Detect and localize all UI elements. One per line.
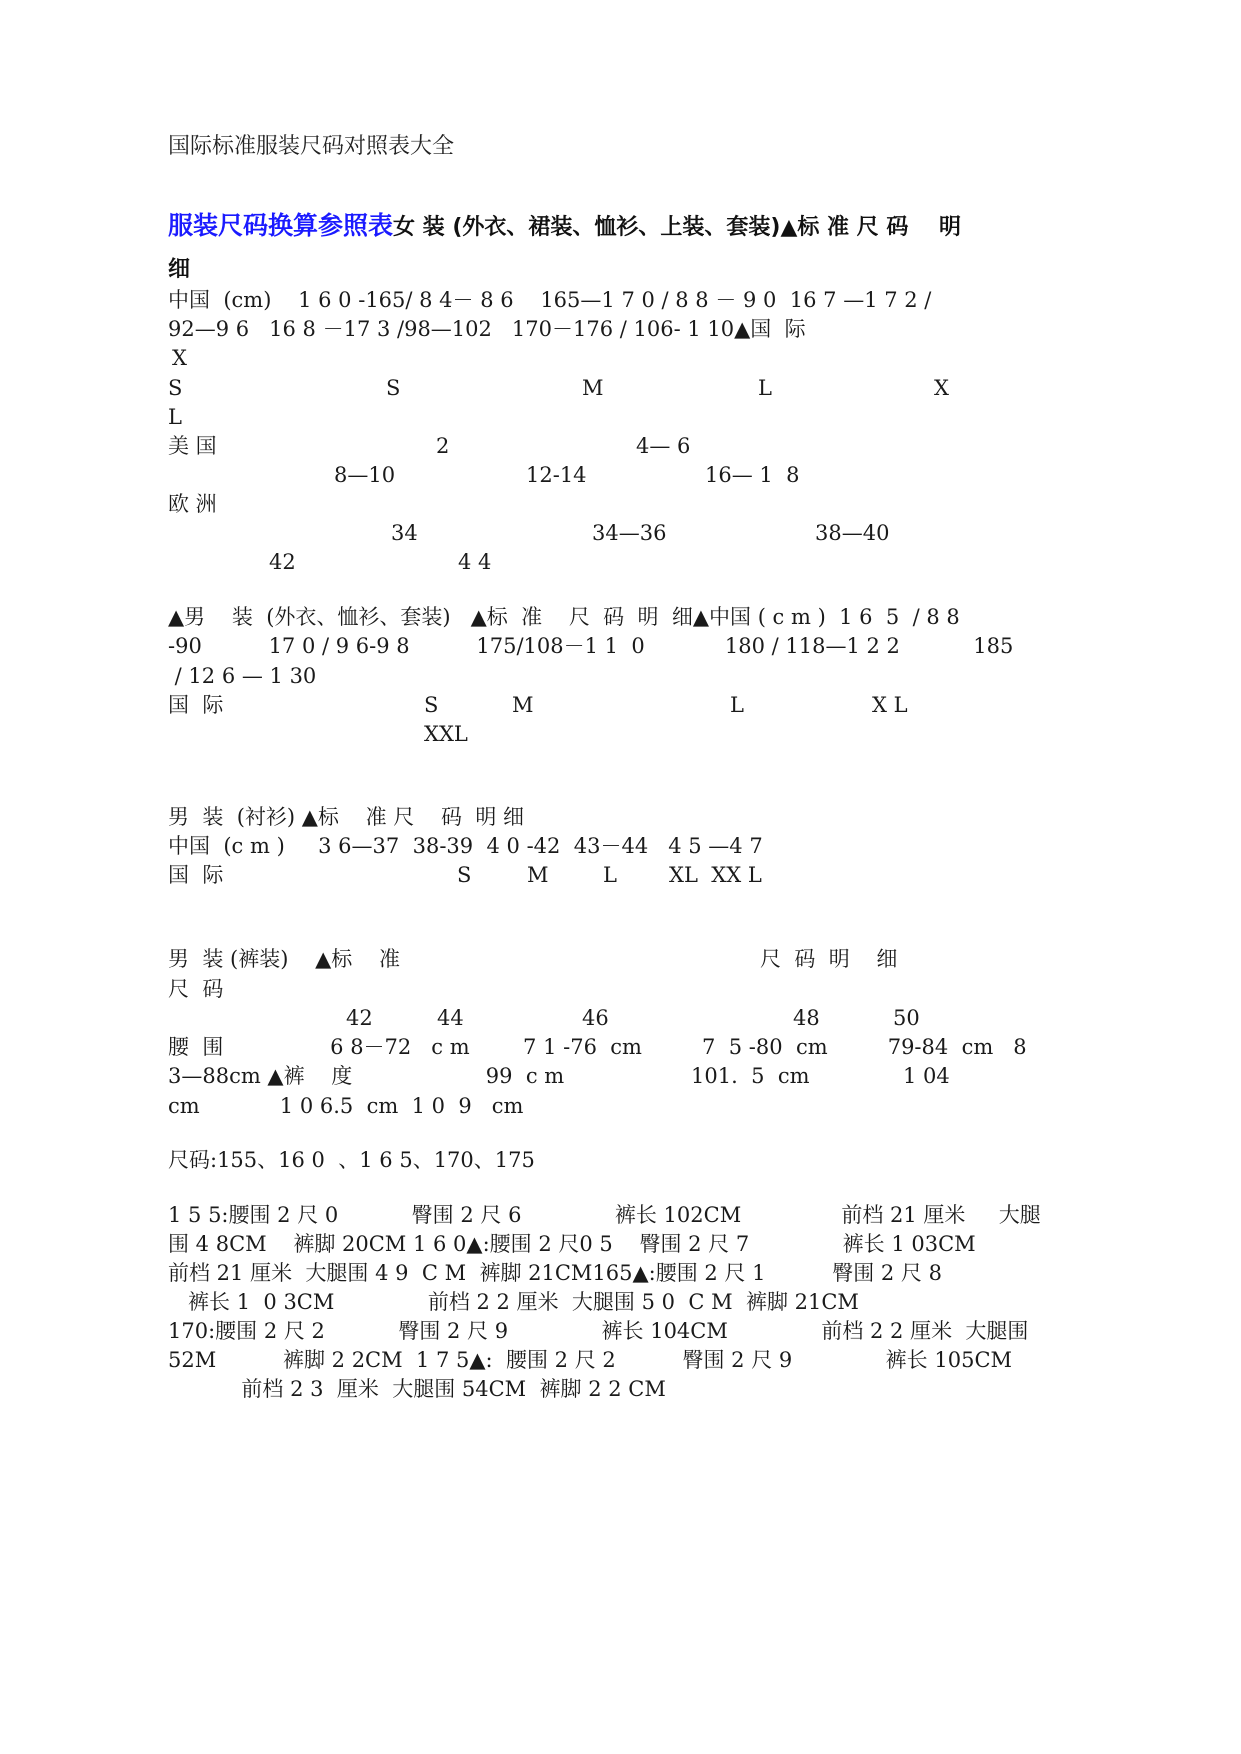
women-intl-l: L <box>758 376 772 400</box>
men-outer-line-1: ▲男 装 (外衣、恤衫、套装) ▲标 准 尺 码 明 细▲中国 ( c m ) 1 6 5 / 8 8 <box>168 605 960 629</box>
men-pants-waist-line-2: 3—88cm ▲裤 度 99 c m 101. 5 cm 1 04 <box>168 1064 950 1088</box>
men-pants-waist-line-1: 腰 围 6 8－72 c m 7 1 -76 cm 7 5 -80 cm 79-84 cm 8 <box>168 1035 1027 1059</box>
men-pants-s42: 42 <box>346 1006 373 1030</box>
men-pants-heading-2: 尺 码 明 细 <box>760 947 898 971</box>
women-eu-3436: 34—36 <box>592 521 667 545</box>
men-outer-intl-label: 国 际 <box>168 693 224 717</box>
women-us-label: 美 国 <box>168 434 217 458</box>
men-outer-intl-xxl: XXL <box>424 722 468 746</box>
women-us-46: 4— 6 <box>636 434 691 458</box>
detail-line-7: 前档 2 3 厘米 大腿围 54CM 裤脚 2 2 CM <box>168 1377 666 1401</box>
document-title: 国际标准服装尺码对照表大全 <box>168 134 455 159</box>
men-outer-intl-xl: X L <box>872 693 908 717</box>
detail-line-6: 52M 裤脚 2 2CM 1 7 5▲: 腰围 2 尺 2 臀围 2 尺 9 裤长 105CM <box>168 1348 1013 1372</box>
heading-rest-text: 女 装 (外衣、裙装、恤衫、上装、套装)▲标 准 尺 码 明 <box>393 215 961 240</box>
men-shirt-intl-s: S <box>457 863 472 887</box>
sizes-line: 尺码:155、16 0 、1 6 5、170、175 <box>168 1148 535 1172</box>
women-eu-44: 4 4 <box>458 550 492 574</box>
men-outer-intl-l: L <box>730 693 744 717</box>
detail-line-4: 裤长 1 0 3CM 前档 2 2 厘米 大腿围 5 0 C M 裤脚 21CM <box>168 1290 859 1314</box>
women-eu-34: 34 <box>391 521 418 545</box>
men-outer-line-2: -90 17 0 / 9 6-9 8 175/108－1 1 0 180 / 118—1 2 2 185 <box>168 634 1014 658</box>
detail-line-5: 170:腰围 2 尺 2 臀围 2 尺 9 裤长 104CM 前档 2 2 厘米 大腿围 <box>168 1319 1029 1343</box>
men-shirt-intl-xl: XL XX L <box>669 863 762 887</box>
women-intl-s1: S <box>168 376 183 400</box>
detail-line-1: 1 5 5:腰围 2 尺 0 臀围 2 尺 6 裤长 102CM 前档 21 厘米 大腿 <box>168 1203 1041 1227</box>
men-pants-s46: 46 <box>582 1006 609 1030</box>
men-outer-intl-m: M <box>512 693 534 717</box>
women-intl-s2: S <box>386 376 401 400</box>
men-shirt-intl-m: M <box>527 863 549 887</box>
women-cn-line-1: 中国 (cm) 1 6 0 -165/ 8 4－ 8 6 165—1 7 0 / 8 8 － 9 0 16 7 —1 7 2 / <box>168 288 932 312</box>
men-pants-size-label: 尺 码 <box>168 977 224 1001</box>
women-eu-42: 42 <box>269 550 296 574</box>
women-intl-m: M <box>582 376 604 400</box>
men-outer-line-3: / 12 6 — 1 30 <box>168 664 317 688</box>
men-shirt-intl-l: L <box>603 863 617 887</box>
women-eu-label: 欧 洲 <box>168 492 217 516</box>
detail-line-2: 围 4 8CM 裤脚 20CM 1 6 0▲:腰围 2 尺0 5 臀围 2 尺 7 裤长 1 03CM <box>168 1232 976 1256</box>
women-intl-l2: L <box>168 405 182 429</box>
women-cn-line-2: 92—9 6 16 8 －17 3 /98—102 170－176 / 106- 1 10▲国 际 <box>168 317 806 341</box>
men-shirt-intl-label: 国 际 <box>168 863 224 887</box>
women-us-1618: 16— 1 8 <box>705 463 800 487</box>
men-shirt-cn: 中国 (c m ) 3 6—37 38-39 4 0 -42 43－44 4 5 —4 7 <box>168 834 763 858</box>
women-intl-x: X <box>172 346 187 370</box>
men-pants-s50: 50 <box>893 1006 920 1030</box>
heading-link-text: 服装尺码换算参照表 <box>168 211 394 240</box>
women-eu-3840: 38—40 <box>815 521 890 545</box>
men-pants-s48: 48 <box>793 1006 820 1030</box>
women-us-2: 2 <box>436 434 450 458</box>
women-us-810: 8—10 <box>334 463 396 487</box>
detail-line-3: 前档 21 厘米 大腿围 4 9 C M 裤脚 21CM165▲:腰围 2 尺 1 臀围 2 尺 8 <box>168 1261 942 1285</box>
men-pants-waist-line-3: cm 1 0 6.5 cm 1 0 9 cm <box>168 1094 524 1118</box>
section-heading-women <box>168 212 961 242</box>
women-us-1214: 12-14 <box>526 463 587 487</box>
men-shirt-heading: 男 装 (衬衫) ▲标 准 尺 码 明 细 <box>168 805 525 829</box>
women-intl-x2: X <box>934 376 949 400</box>
men-pants-s44: 44 <box>437 1006 464 1030</box>
heading-wrap-text: 细 <box>168 257 191 282</box>
men-pants-heading-1: 男 装 (裤装) ▲标 准 <box>168 947 400 971</box>
men-outer-intl-s: S <box>424 693 439 717</box>
